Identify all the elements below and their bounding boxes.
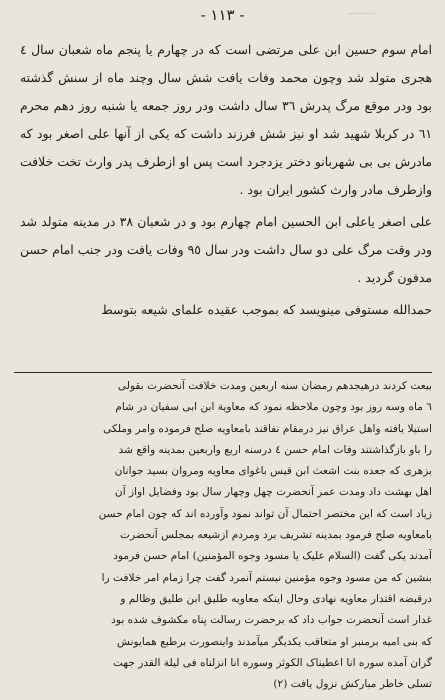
footnote-line: ٦ ماه وسه روز بود وچون ملاحظه نمود که معاویة ابن ابی سفیان در شام: [115, 401, 432, 414]
footnote-line: تسلی خاطر مبارکش نزول یافت (٢): [273, 678, 432, 691]
footnote-line: درقبضه اقتدار معاویه نهادی وحال اینکه معاویه طلیق ابن طلیق وظالم و: [120, 592, 432, 605]
footnote-line: استیلا یافته واهل عراق نیز درمقام نفاقند بامعاویه صلح فرموده وامر وملکی: [103, 422, 432, 435]
footnote-line: بامعاویه صلح فرمود بمدینه تشریف برد ومردم ازشیعه بمجلس آنحضرت: [120, 529, 432, 542]
footnote-line: را باو بازگذاشتند وفات امام حسن ٤ درسنه اربع واربعین بمدینه واقع شد: [118, 443, 432, 456]
footnote-line: اهل بهشت داد ومدت عمر آنحضرت چهل وچهار سال بود وفضایل اواز آن: [114, 486, 432, 499]
faint-bleed-through: ⸻: [347, 6, 375, 19]
footnote-line: زیاد است که این مختصر احتمال آن تواند نمود وآورده اند که چون امام حسن: [98, 507, 432, 520]
footnote-line: بزهری که جعده بنت اشعث ابن قیس باغوای معاویه ومروان بسید جوانان: [114, 465, 432, 478]
footnote-block: [14, 376, 432, 695]
footnote-line: که بنی امیه برمنبر او متعاقب یکدیگر میآمدند واینصورت برطبع همایونش: [117, 635, 432, 648]
paragraph-hamdallah: حمدالله مستوفی مینویسد که بموجب عقیده علمای شیعه بتوسط: [101, 302, 432, 317]
main-text: [20, 36, 432, 328]
footnote-line: غدار است آنحضرت جواب داد که برحضرت رسالت پناه مکشوف شده بود: [111, 614, 432, 627]
paragraph-ali-asghar: علی اصغر یاعلی ابن الحسین امام چهارم بود و در شعبان ٣٨ در مدینه متولد شد ودر وقت مرگ علی دو سال داشت ودر سال ٩٥ وفات یافت ودر جنب امام حسن مدفون گردید .: [20, 214, 433, 285]
paragraph-imam-hussein: امام سوم حسین ابن علی مرتضی است که در چهارم یا پنجم ماه شعبان سال ٤ هجری متولد شد وچون محمد وفات یافت شش سال وچند ماه از سنش گذشته بود ودر موقع مرگ پدرش ٣٦ سال داشت ودر روز جمعه یا شنبه روز دهم محرم ٦١ در کربلا شهید شد او نیز شش فرزند داشت که یکی از آنها علی اصغر بود که مادرش بی بی شهربانو دختر یزدجرد است پس او ازطرف پدر وارث تخت خلافت وازطرف مادر وارث کشور ایران بود .: [20, 42, 432, 197]
footnote-line: بنشین که من مسود وجوه مؤمنین نیستم آنمرد گفت چرا زمام امر خلافت را: [101, 571, 432, 584]
footnote-line: گران آمده سوره انا اعطیناک الکوثر وسوره انا انزلناه فی لیلة القدر جهت: [113, 656, 432, 669]
page-number: - ١١٣ -: [200, 6, 245, 24]
footnote-line: آمدند یکی گفت (السلام علیک یا مسود وجوه المؤمنین) امام حسن فرمود: [113, 550, 432, 563]
footnote-divider: [14, 372, 432, 373]
footnote-line: بیعت کردند درهیجدهم رمضان سنه اربعین ومدت خلافت آنحضرت بقولی: [117, 380, 432, 392]
